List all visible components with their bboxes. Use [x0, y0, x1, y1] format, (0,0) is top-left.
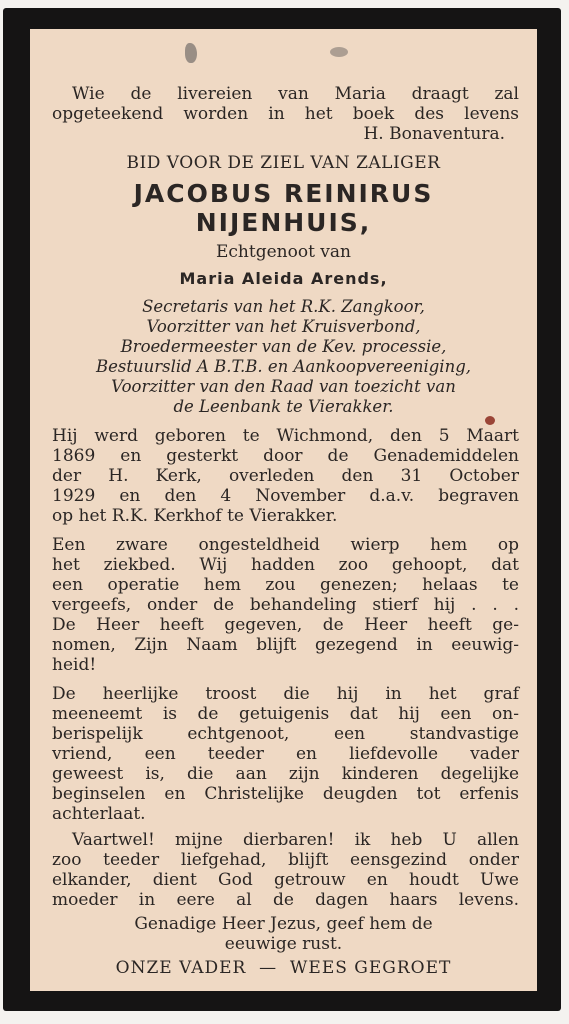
- comfort-line: meeneemt is de getuigenis dat hij een on-: [52, 704, 519, 724]
- function-line: Voorzitter van het Kruisverbond,: [146, 317, 421, 336]
- illness-line: De Heer heeft gegeven, de Heer heeft ge-: [52, 615, 519, 635]
- biography-line: op het R.K. Kerkhof te Vierakker.: [52, 506, 338, 526]
- biography-line: Hij werd geboren te Wichmond, den 5 Maart: [52, 426, 519, 446]
- function-line: de Leenbank te Vierakker.: [173, 397, 394, 416]
- closing-prayer-line-2: eeuwige rust.: [224, 934, 343, 954]
- motto-line-1: Wie de livereien van Maria draagt zal: [72, 84, 519, 104]
- illness-line: vergeefs, onder de behandeling stierf hij . . .: [52, 595, 519, 615]
- illness-line: een operatie hem zou genezen; helaas te: [52, 575, 519, 595]
- motto-line-2: opgeteekend worden in het boek des levens: [52, 104, 519, 124]
- comfort-line: geweest is, die aan zijn kinderen degelijke: [52, 764, 519, 784]
- comfort-line: De heerlijke troost die hij in het graf: [52, 684, 519, 704]
- motto-attribution: H. Bonaventura.: [363, 124, 505, 144]
- biography-line: 1869 en gesterkt door de Genademiddelen: [52, 446, 519, 466]
- farewell-line: elkander, dient God getrouw en houdt Uwe: [52, 870, 519, 890]
- comfort-line: beginselen en Christelijke deugden tot erfenis: [52, 784, 519, 804]
- farewell-line: Vaartwel! mijne dierbaren! ik heb U allen: [72, 830, 519, 850]
- illness-line: het ziekbed. Wij hadden zoo gehoopt, dat: [52, 555, 519, 575]
- function-line: Broedermeester van de Kev. processie,: [120, 337, 447, 356]
- farewell-line: zoo teeder liefgehad, blijft eensgezind onder: [52, 850, 519, 870]
- spouse-name: Maria Aleida Arends,: [179, 269, 388, 288]
- farewell-line: moeder in eere al de dagen haars levens.: [52, 890, 519, 910]
- illness-line: nomen, Zijn Naam blijft gezegend in eeuwig-: [52, 635, 519, 655]
- card-paper: [30, 29, 537, 991]
- illness-line: heid!: [52, 655, 97, 675]
- biography-line: der H. Kerk, overleden den 31 October: [52, 466, 519, 486]
- spouse-intro: Echtgenoot van: [216, 242, 351, 262]
- prayer-footer: ONZE VADER — WEES GEGROET: [115, 958, 452, 978]
- ink-stain: [330, 47, 348, 57]
- ink-stain: [185, 43, 197, 63]
- biography-line: 1929 en den 4 November d.a.v. begraven: [52, 486, 519, 506]
- closing-prayer-line-1: Genadige Heer Jezus, geef hem de: [134, 914, 433, 934]
- comfort-line: vriend, een teeder en liefdevolle vader: [52, 744, 519, 764]
- deceased-name-line-2: NIJENHUIS,: [195, 208, 372, 237]
- function-line: Secretaris van het R.K. Zangkoor,: [142, 297, 425, 316]
- memorial-card: [3, 8, 561, 1011]
- comfort-line: berispelijk echtgenoot, een standvastige: [52, 724, 519, 744]
- red-stain: [485, 416, 495, 425]
- function-line: Voorzitter van den Raad van toezicht van: [111, 377, 456, 396]
- illness-line: Een zware ongesteldheid wierp hem op: [52, 535, 519, 555]
- deceased-name-line-1: JACOBUS REINIRUS: [133, 179, 434, 208]
- comfort-line: achterlaat.: [52, 804, 146, 824]
- function-line: Bestuurslid A B.T.B. en Aankoopvereeniging,: [95, 357, 472, 376]
- prayer-heading: BID VOOR DE ZIEL VAN ZALIGER: [126, 153, 441, 173]
